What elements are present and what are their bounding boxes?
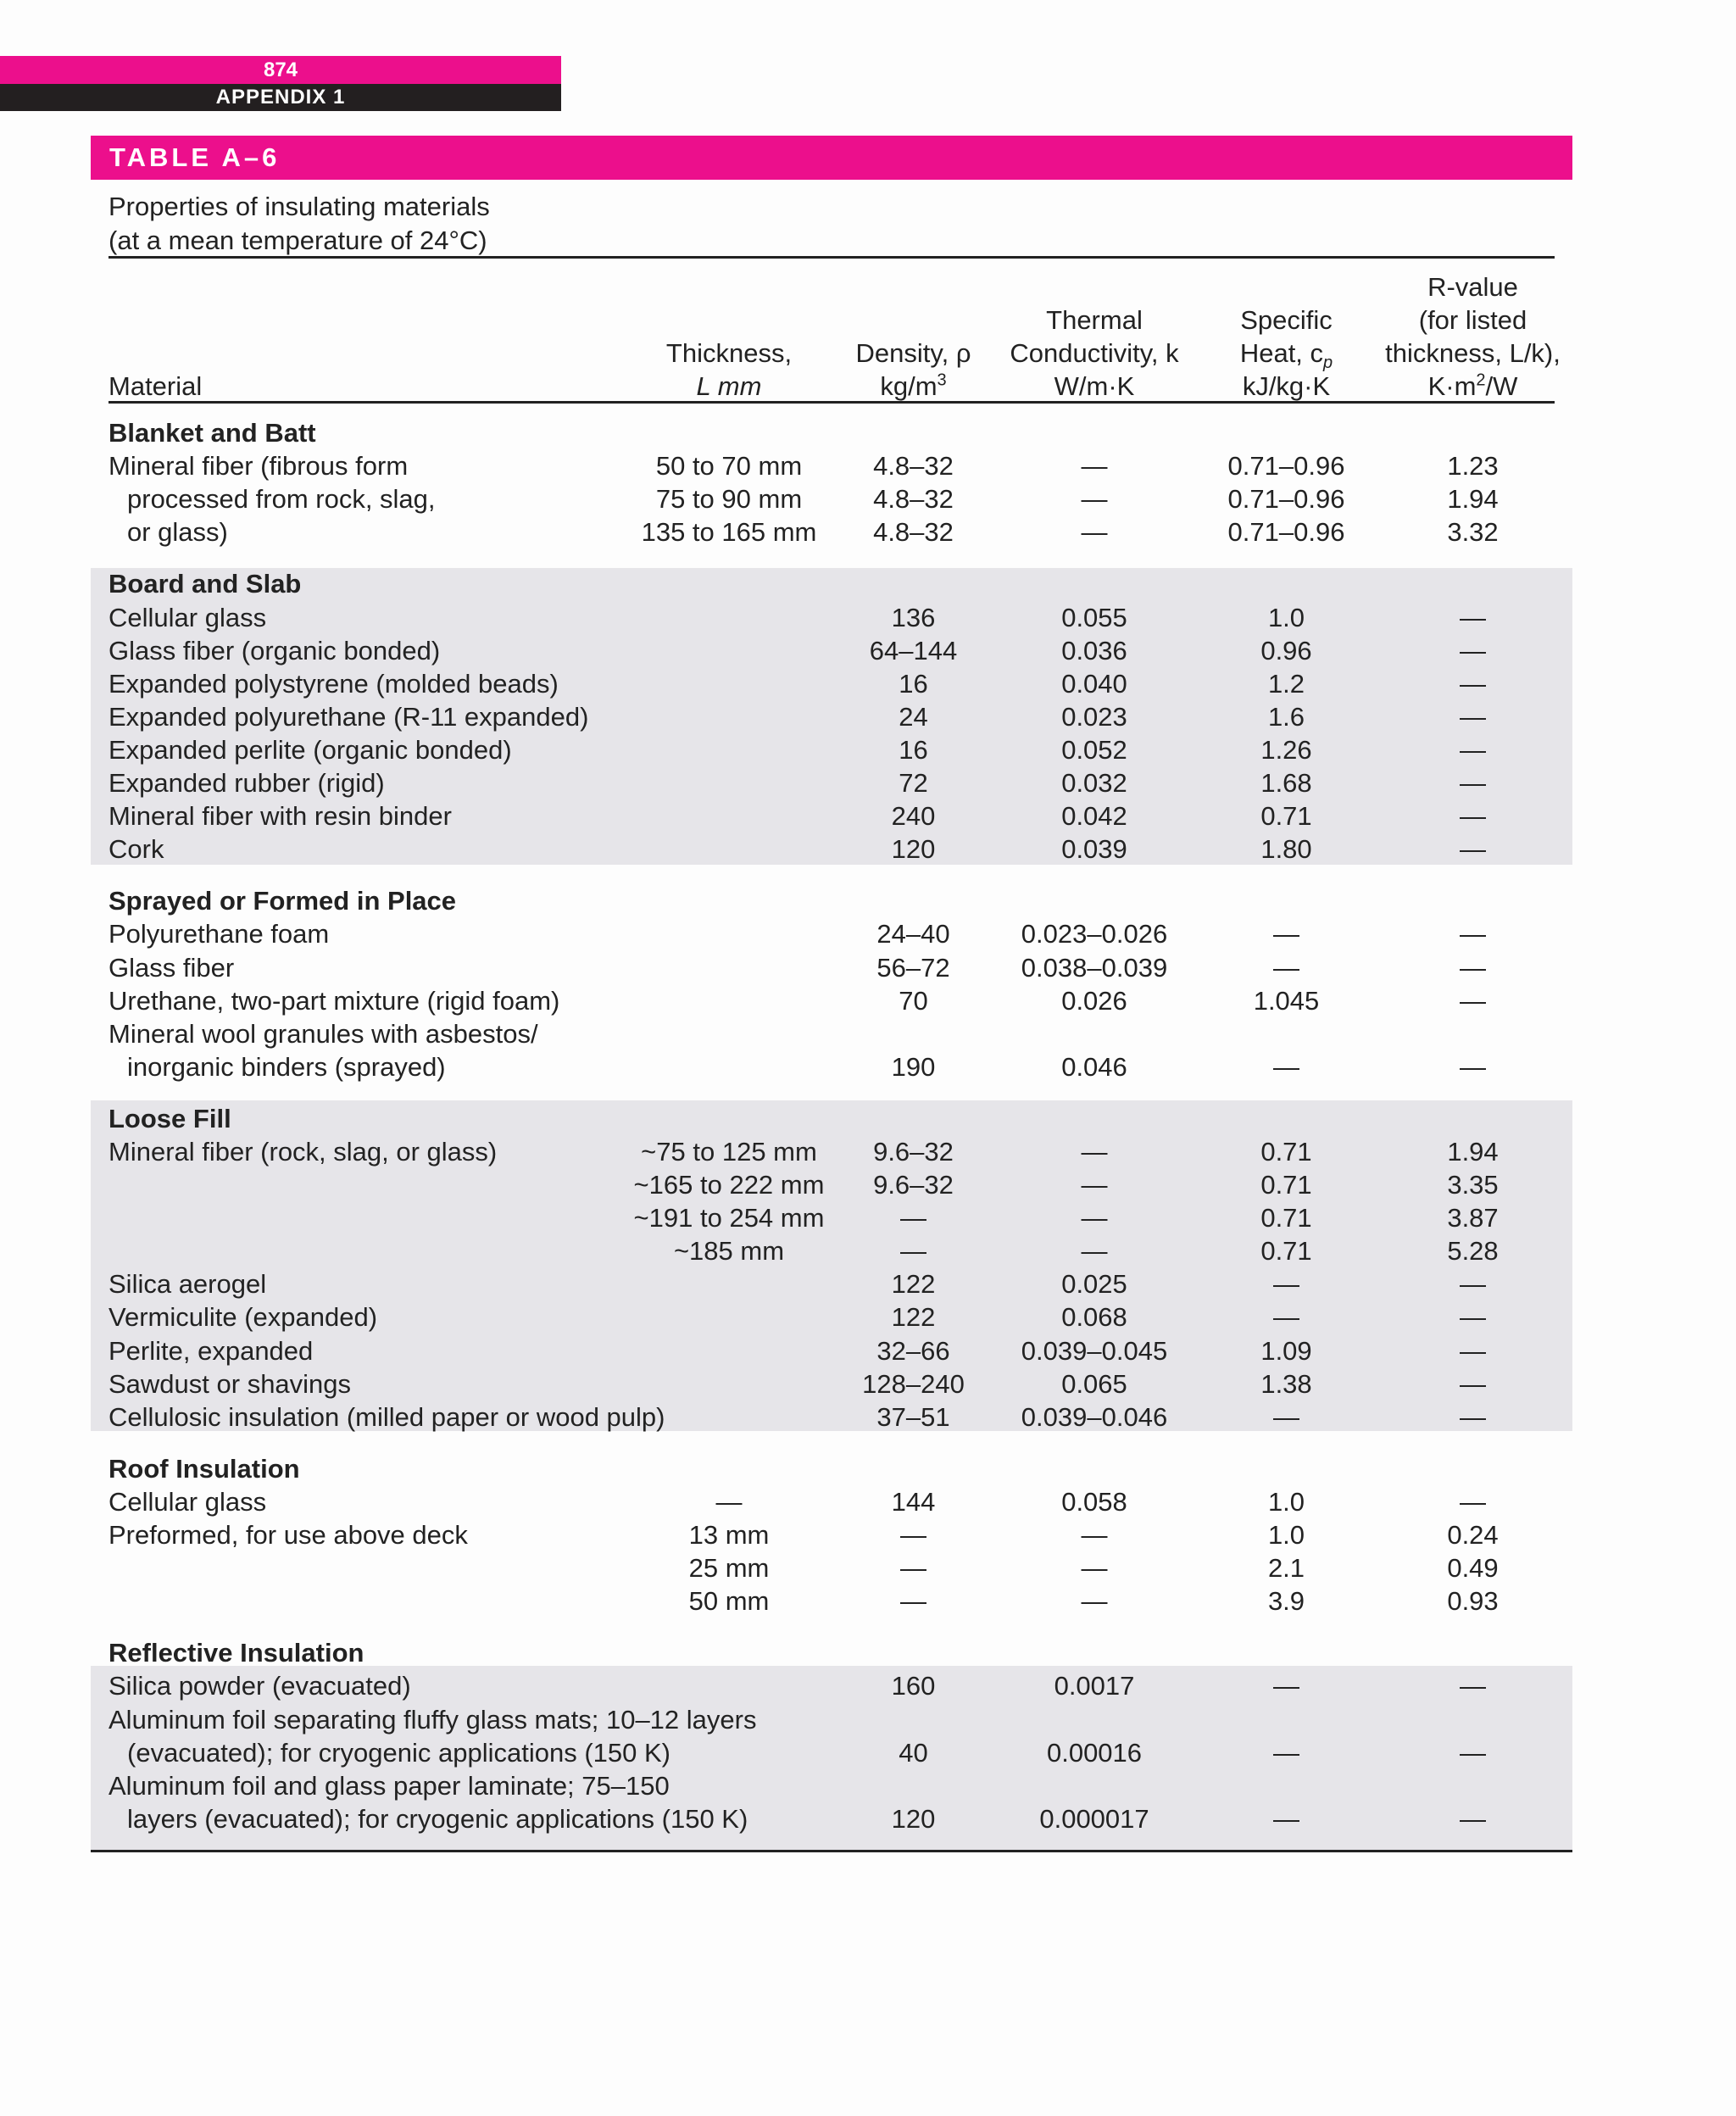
group-title: Blanket and Batt [108, 418, 316, 448]
cell-thickness: 13 mm [688, 1520, 770, 1550]
column-headers [0, 270, 1736, 406]
table-row [0, 1584, 1736, 1618]
cell-material: Aluminum foil separating fluffy glass mats; 10–12 layers [108, 1705, 757, 1735]
group-header-row [0, 1102, 1736, 1135]
cell-r-value: — [1460, 603, 1486, 632]
group-header-row [0, 1452, 1736, 1485]
table-row [0, 1703, 1736, 1736]
cell-specific-heat: 1.0 [1267, 603, 1305, 632]
table-row [0, 1669, 1736, 1702]
cell-specific-heat: — [1273, 1302, 1299, 1332]
table-row [0, 601, 1736, 634]
table-row [0, 733, 1736, 766]
table-row [0, 1518, 1736, 1551]
cell-thermal-conductivity: — [1081, 1203, 1108, 1233]
group-header-row [0, 567, 1736, 600]
appendix-label: APPENDIX 1 [0, 84, 561, 111]
table-row [0, 917, 1736, 950]
page-number: 874 [0, 56, 561, 84]
cell-r-value: 3.35 [1447, 1170, 1499, 1200]
header-rule [108, 401, 1555, 404]
cell-material: Glass fiber (organic bonded) [108, 636, 441, 665]
cell-density: 72 [899, 768, 928, 798]
cell-specific-heat: 1.6 [1267, 702, 1305, 732]
cell-thermal-conductivity: 0.000017 [1039, 1804, 1149, 1834]
cell-r-value: — [1460, 702, 1486, 732]
table-row [0, 1736, 1736, 1769]
cell-thermal-conductivity: — [1081, 484, 1108, 514]
cell-r-value: 3.32 [1447, 517, 1499, 547]
cell-r-value: — [1460, 986, 1486, 1016]
cell-specific-heat: 0.71 [1260, 801, 1312, 831]
cell-density: 24 [899, 702, 928, 732]
table-row [0, 1400, 1736, 1434]
cell-specific-heat: 0.71–0.96 [1227, 517, 1345, 547]
cell-thermal-conductivity: 0.00016 [1046, 1738, 1143, 1768]
cell-r-value: 5.28 [1447, 1236, 1499, 1266]
cell-density: 16 [899, 669, 928, 699]
group-title: Board and Slab [108, 569, 302, 599]
table-row [0, 1050, 1736, 1083]
table-title-bar: TABLE A–6 [91, 136, 1572, 180]
cell-specific-heat: 0.71–0.96 [1227, 451, 1345, 481]
cell-specific-heat: 0.71 [1260, 1203, 1312, 1233]
header-thickness: Thickness, L mm [665, 338, 793, 401]
cell-thickness: 25 mm [688, 1553, 770, 1583]
cell-material: Cellular glass [108, 603, 267, 632]
cell-r-value: 0.49 [1447, 1553, 1499, 1583]
cell-thickness: ~191 to 254 mm [633, 1203, 825, 1233]
cell-thickness: 135 to 165 mm [641, 517, 817, 547]
cell-thermal-conductivity: 0.052 [1061, 735, 1127, 765]
cell-density: 70 [899, 986, 928, 1016]
cell-thermal-conductivity: — [1081, 1137, 1108, 1167]
cell-specific-heat: 0.96 [1260, 636, 1312, 665]
cell-density: 144 [891, 1487, 936, 1517]
cell-material: Urethane, two-part mixture (rigid foam) [108, 986, 560, 1016]
header-r-value: R-value (for listed thickness, L/k), $K\cdot m^2/W$ [1385, 272, 1561, 401]
table-row [0, 1485, 1736, 1518]
cell-thickness: 50 mm [688, 1586, 770, 1616]
cell-density: 4.8–32 [873, 484, 954, 514]
cell-material: Cellular glass [108, 1487, 267, 1517]
cell-specific-heat: 1.26 [1260, 735, 1312, 765]
table-row [0, 951, 1736, 984]
table-row [0, 1234, 1736, 1267]
cell-r-value: 1.23 [1447, 451, 1499, 481]
cell-specific-heat: 2.1 [1267, 1553, 1305, 1583]
table-row [0, 1017, 1736, 1050]
cell-thermal-conductivity: 0.026 [1061, 986, 1127, 1016]
cell-specific-heat: — [1273, 1052, 1299, 1082]
table-row [0, 766, 1736, 799]
cell-thermal-conductivity: — [1081, 1586, 1108, 1616]
cell-density: 32–66 [876, 1336, 950, 1366]
cell-r-value: — [1460, 1738, 1486, 1768]
cell-r-value: — [1460, 1487, 1486, 1517]
cell-material: Expanded polyurethane (R-11 expanded) [108, 702, 589, 732]
cell-density: 9.6–32 [873, 1137, 954, 1167]
header-density: Density, ρ $kg/m^3$ [855, 338, 971, 401]
cell-r-value: — [1460, 636, 1486, 665]
cell-specific-heat: 3.9 [1267, 1586, 1305, 1616]
cell-density: 120 [891, 1804, 936, 1834]
cell-material: Aluminum foil and glass paper laminate; 75–150 [108, 1771, 670, 1801]
page-header [0, 56, 561, 111]
cell-specific-heat: — [1273, 919, 1299, 949]
table-row [0, 1769, 1736, 1802]
cell-r-value: — [1460, 1269, 1486, 1299]
group-header-row [0, 416, 1736, 449]
table-row [0, 1551, 1736, 1584]
table-row [0, 482, 1736, 515]
cell-r-value: 1.94 [1447, 484, 1499, 514]
cell-r-value: — [1460, 1369, 1486, 1399]
cell-specific-heat: 1.045 [1253, 986, 1320, 1016]
cell-density: 24–40 [876, 919, 950, 949]
cell-r-value: — [1460, 919, 1486, 949]
cell-specific-heat: — [1273, 1402, 1299, 1432]
cell-r-value: — [1460, 1671, 1486, 1701]
cell-thickness: — [715, 1487, 743, 1517]
cell-material: or glass) [127, 517, 228, 547]
cell-density: 160 [891, 1671, 936, 1701]
cell-density: 122 [891, 1269, 936, 1299]
cell-specific-heat: 1.68 [1260, 768, 1312, 798]
table-caption [108, 190, 1558, 258]
cell-thermal-conductivity: 0.023–0.026 [1021, 919, 1168, 949]
table-row [0, 1201, 1736, 1234]
cell-thickness: ~185 mm [673, 1236, 785, 1266]
cell-r-value: — [1460, 735, 1486, 765]
cell-material: Expanded perlite (organic bonded) [108, 735, 512, 765]
bottom-rule [91, 1850, 1572, 1852]
group-title: Sprayed or Formed in Place [108, 886, 457, 916]
cell-specific-heat: 1.80 [1260, 834, 1312, 864]
cell-specific-heat: 1.0 [1267, 1520, 1305, 1550]
header-material: Material [108, 371, 203, 401]
caption-rule [108, 256, 1555, 259]
cell-thickness: ~165 to 222 mm [633, 1170, 825, 1200]
cell-density: 56–72 [876, 953, 950, 983]
cell-material: Mineral fiber with resin binder [108, 801, 452, 831]
cell-density: 128–240 [862, 1369, 965, 1399]
caption-line-1: Properties of insulating materials [108, 192, 490, 221]
cell-material: Expanded rubber (rigid) [108, 768, 385, 798]
cell-material: Sawdust or shavings [108, 1369, 352, 1399]
cell-r-value: — [1460, 1336, 1486, 1366]
cell-material: Silica powder (evacuated) [108, 1671, 411, 1701]
cell-thermal-conductivity: 0.046 [1061, 1052, 1127, 1082]
cell-thermal-conductivity: 0.042 [1061, 801, 1127, 831]
cell-thermal-conductivity: 0.058 [1061, 1487, 1127, 1517]
cell-density: — [900, 1520, 926, 1550]
cell-density: 9.6–32 [873, 1170, 954, 1200]
cell-material: Polyurethane foam [108, 919, 330, 949]
table-row [0, 984, 1736, 1017]
cell-r-value: 0.24 [1447, 1520, 1499, 1550]
cell-specific-heat: — [1273, 953, 1299, 983]
cell-specific-heat: 1.0 [1267, 1487, 1305, 1517]
cell-thermal-conductivity: — [1081, 1236, 1108, 1266]
cell-specific-heat: 1.09 [1260, 1336, 1312, 1366]
table-row [0, 667, 1736, 700]
cell-thermal-conductivity: — [1081, 517, 1108, 547]
cell-material: Expanded polystyrene (molded beads) [108, 669, 559, 699]
cell-thermal-conductivity: 0.0017 [1054, 1671, 1135, 1701]
cell-thermal-conductivity: 0.036 [1061, 636, 1127, 665]
cell-thermal-conductivity: 0.039–0.045 [1021, 1336, 1168, 1366]
cell-r-value: 1.94 [1447, 1137, 1499, 1167]
cell-thickness: 50 to 70 mm [655, 451, 803, 481]
cell-density: 120 [891, 834, 936, 864]
cell-specific-heat: — [1273, 1804, 1299, 1834]
cell-material: Mineral fiber (fibrous form [108, 451, 409, 481]
cell-thermal-conductivity: 0.039–0.046 [1021, 1402, 1168, 1432]
cell-material: Cellulosic insulation (milled paper or wood pulp) [108, 1402, 665, 1432]
table-row [0, 515, 1736, 548]
cell-density: 4.8–32 [873, 517, 954, 547]
cell-r-value: — [1460, 953, 1486, 983]
cell-material: Glass fiber [108, 953, 235, 983]
cell-r-value: — [1460, 801, 1486, 831]
cell-material: Silica aerogel [108, 1269, 267, 1299]
cell-specific-heat: 0.71–0.96 [1227, 484, 1345, 514]
table-row [0, 1300, 1736, 1334]
cell-density: — [900, 1586, 926, 1616]
group-title: Loose Fill [108, 1104, 231, 1133]
table-row [0, 449, 1736, 482]
group-title: Reflective Insulation [108, 1638, 364, 1668]
cell-density: 136 [891, 603, 936, 632]
group-header-row [0, 884, 1736, 917]
cell-material: (evacuated); for cryogenic applications (150 K) [127, 1738, 670, 1768]
cell-material: Preformed, for use above deck [108, 1520, 468, 1550]
cell-material: Mineral wool granules with asbestos/ [108, 1019, 538, 1049]
cell-specific-heat: 0.71 [1260, 1236, 1312, 1266]
cell-material: Perlite, expanded [108, 1336, 314, 1366]
cell-density: 37–51 [876, 1402, 950, 1432]
cell-specific-heat: 1.38 [1260, 1369, 1312, 1399]
cell-thermal-conductivity: — [1081, 1520, 1108, 1550]
cell-specific-heat: 1.2 [1267, 669, 1305, 699]
cell-thermal-conductivity: 0.032 [1061, 768, 1127, 798]
cell-thermal-conductivity: 0.039 [1061, 834, 1127, 864]
cell-density: 64–144 [869, 636, 958, 665]
cell-material: Cork [108, 834, 164, 864]
cell-density: 40 [899, 1738, 928, 1768]
cell-r-value: — [1460, 1302, 1486, 1332]
cell-density: — [900, 1203, 926, 1233]
table-row [0, 1802, 1736, 1835]
cell-thermal-conductivity: 0.065 [1061, 1369, 1127, 1399]
cell-thermal-conductivity: 0.055 [1061, 603, 1127, 632]
cell-density: — [900, 1236, 926, 1266]
cell-thickness: 75 to 90 mm [655, 484, 803, 514]
cell-r-value: — [1460, 1052, 1486, 1082]
cell-thermal-conductivity: — [1081, 1553, 1108, 1583]
cell-specific-heat: — [1273, 1671, 1299, 1701]
cell-material: processed from rock, slag, [127, 484, 436, 514]
cell-density: 16 [899, 735, 928, 765]
cell-material: inorganic binders (sprayed) [127, 1052, 446, 1082]
cell-thermal-conductivity: — [1081, 451, 1108, 481]
table-row [0, 1367, 1736, 1400]
cell-density: 190 [891, 1052, 936, 1082]
cell-material: layers (evacuated); for cryogenic applications (150 K) [127, 1804, 748, 1834]
header-thermal-conductivity: Thermal Conductivity, k W/m·K [1010, 305, 1179, 401]
cell-thermal-conductivity: 0.038–0.039 [1021, 953, 1168, 983]
cell-thermal-conductivity: — [1081, 1170, 1108, 1200]
cell-r-value: — [1460, 669, 1486, 699]
cell-thermal-conductivity: 0.068 [1061, 1302, 1127, 1332]
group-header-row [0, 1636, 1736, 1669]
table-row [0, 1267, 1736, 1300]
cell-specific-heat: — [1273, 1738, 1299, 1768]
header-specific-heat: Specific Heat, $c_p$ kJ/kg·K [1239, 305, 1333, 401]
table-row [0, 1135, 1736, 1168]
cell-r-value: — [1460, 768, 1486, 798]
table-row [0, 1334, 1736, 1367]
cell-thermal-conductivity: 0.040 [1061, 669, 1127, 699]
group-title: Roof Insulation [108, 1454, 300, 1484]
cell-thermal-conductivity: 0.025 [1061, 1269, 1127, 1299]
caption-line-2: (at a mean temperature of 24°C) [108, 226, 487, 255]
cell-r-value: 3.87 [1447, 1203, 1499, 1233]
cell-density: 240 [891, 801, 936, 831]
cell-r-value: — [1460, 834, 1486, 864]
cell-thermal-conductivity: 0.023 [1061, 702, 1127, 732]
table-row [0, 634, 1736, 667]
cell-r-value: — [1460, 1804, 1486, 1834]
cell-specific-heat: — [1273, 1269, 1299, 1299]
cell-specific-heat: 0.71 [1260, 1137, 1312, 1167]
cell-material: Vermiculite (expanded) [108, 1302, 378, 1332]
table-row [0, 832, 1736, 866]
cell-density: 4.8–32 [873, 451, 954, 481]
cell-thickness: ~75 to 125 mm [641, 1137, 817, 1167]
cell-density: 122 [891, 1302, 936, 1332]
cell-r-value: — [1460, 1402, 1486, 1432]
cell-material: Mineral fiber (rock, slag, or glass) [108, 1137, 498, 1167]
table-row [0, 700, 1736, 733]
table-row [0, 799, 1736, 832]
table-row [0, 1168, 1736, 1201]
cell-r-value: 0.93 [1447, 1586, 1499, 1616]
cell-density: — [900, 1553, 926, 1583]
cell-specific-heat: 0.71 [1260, 1170, 1312, 1200]
